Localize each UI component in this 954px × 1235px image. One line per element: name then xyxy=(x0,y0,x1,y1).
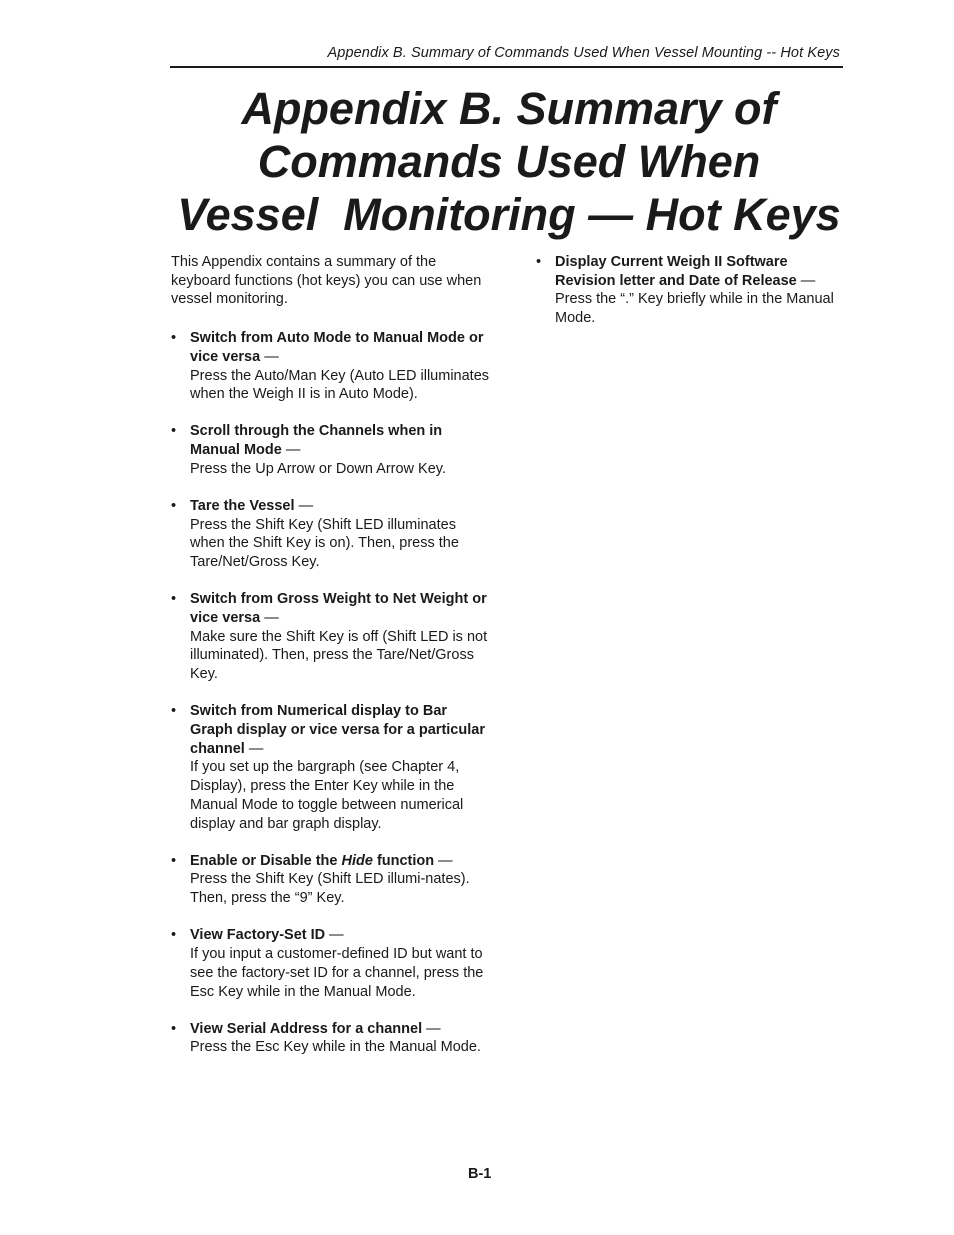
list-item xyxy=(171,329,489,404)
list-item xyxy=(171,497,489,572)
item-body: Press the Shift Key (Shift LED illuminates when the Shift Key is on). Then, press the Tare/Net/Gross Key. xyxy=(190,516,459,571)
item-heading: Switch from Gross Weight to Net Weight or vice versa xyxy=(190,591,487,627)
em-dash: — xyxy=(264,348,279,365)
item-heading: Switch from Numerical display to Bar Graph display or vice versa for a particular channel xyxy=(190,703,485,757)
running-header: Appendix B. Summary of Commands Used When Vessel Mounting -- Hot Keys xyxy=(327,45,840,61)
list-item xyxy=(171,702,489,833)
em-dash: — xyxy=(298,498,314,515)
header-rule xyxy=(170,66,843,68)
page-title xyxy=(150,82,868,241)
bullet: • xyxy=(171,330,177,347)
bullet: • xyxy=(171,423,177,440)
item-heading: Switch from Auto Mode to Manual Mode or vice versa xyxy=(190,330,484,365)
list-item xyxy=(536,253,846,328)
list-item xyxy=(171,1020,489,1057)
list-item xyxy=(171,590,489,684)
item-body: Press the “.” Key briefly while in the Manual Mode. xyxy=(555,291,834,327)
em-dash: — xyxy=(329,927,344,944)
item-heading-emphasis: Hide xyxy=(341,852,373,869)
item-heading-pre: Enable or Disable the xyxy=(190,852,342,869)
item-body: Make sure the Shift Key is off (Shift LED is not illuminated). Then, press the Tare/Net/Gross Key. xyxy=(190,628,488,683)
left-column xyxy=(171,253,489,1076)
bullet: • xyxy=(171,1020,177,1037)
item-body: Press the Up Arrow or Down Arrow Key. xyxy=(190,460,446,477)
em-dash: — xyxy=(438,852,453,869)
list-item xyxy=(171,422,489,478)
item-body: If you set up the bargraph (see Chapter 4, Display), press the Enter Key while in the Manual Mode to toggle between numerical display and bar graph display. xyxy=(190,759,464,832)
em-dash: — xyxy=(800,272,816,289)
intro-paragraph: This Appendix contains a summary of the keyboard functions (hot keys) you can use when vessel monitoring. xyxy=(171,254,482,308)
bullet: • xyxy=(171,927,177,944)
title-line-1: Appendix B. Summary of xyxy=(241,83,777,134)
bullet: • xyxy=(171,703,177,720)
item-heading: Tare the Vessel xyxy=(190,498,295,515)
bullet: • xyxy=(171,852,177,869)
bullet: • xyxy=(171,498,177,515)
title-line-2: Commands Used When xyxy=(257,136,761,187)
right-column xyxy=(536,253,846,346)
em-dash: — xyxy=(264,610,279,627)
item-body: Press the Shift Key (Shift LED illumi-nates). Then, press the “9” Key. xyxy=(190,871,470,907)
item-heading xyxy=(190,853,434,869)
list-item xyxy=(171,852,489,908)
title-line-3: Vessel Monitoring — Hot Keys xyxy=(177,189,841,240)
em-dash: — xyxy=(426,1020,441,1037)
item-heading: View Serial Address for a channel xyxy=(190,1020,423,1037)
item-heading-post: function xyxy=(372,852,435,869)
list-item xyxy=(171,926,489,1001)
item-body: Press the Auto/Man Key (Auto LED illuminates when the Weigh II is in Auto Mode). xyxy=(190,367,490,403)
item-heading: Display Current Weigh II Software Revision letter and Date of Release xyxy=(555,254,797,289)
item-heading: View Factory-Set ID xyxy=(190,927,326,944)
page-number: B-1 xyxy=(468,1166,492,1182)
bullet: • xyxy=(536,254,542,270)
item-heading: Scroll through the Channels when in Manual Mode xyxy=(190,423,443,459)
em-dash: — xyxy=(285,442,301,459)
em-dash: — xyxy=(248,740,264,757)
item-body: If you input a customer-defined ID but want to see the factory-set ID for a channel, press the Esc Key while in the Manual Mode. xyxy=(190,946,484,1000)
item-body: Press the Esc Key while in the Manual Mode. xyxy=(190,1039,481,1056)
bullet: • xyxy=(171,591,177,608)
